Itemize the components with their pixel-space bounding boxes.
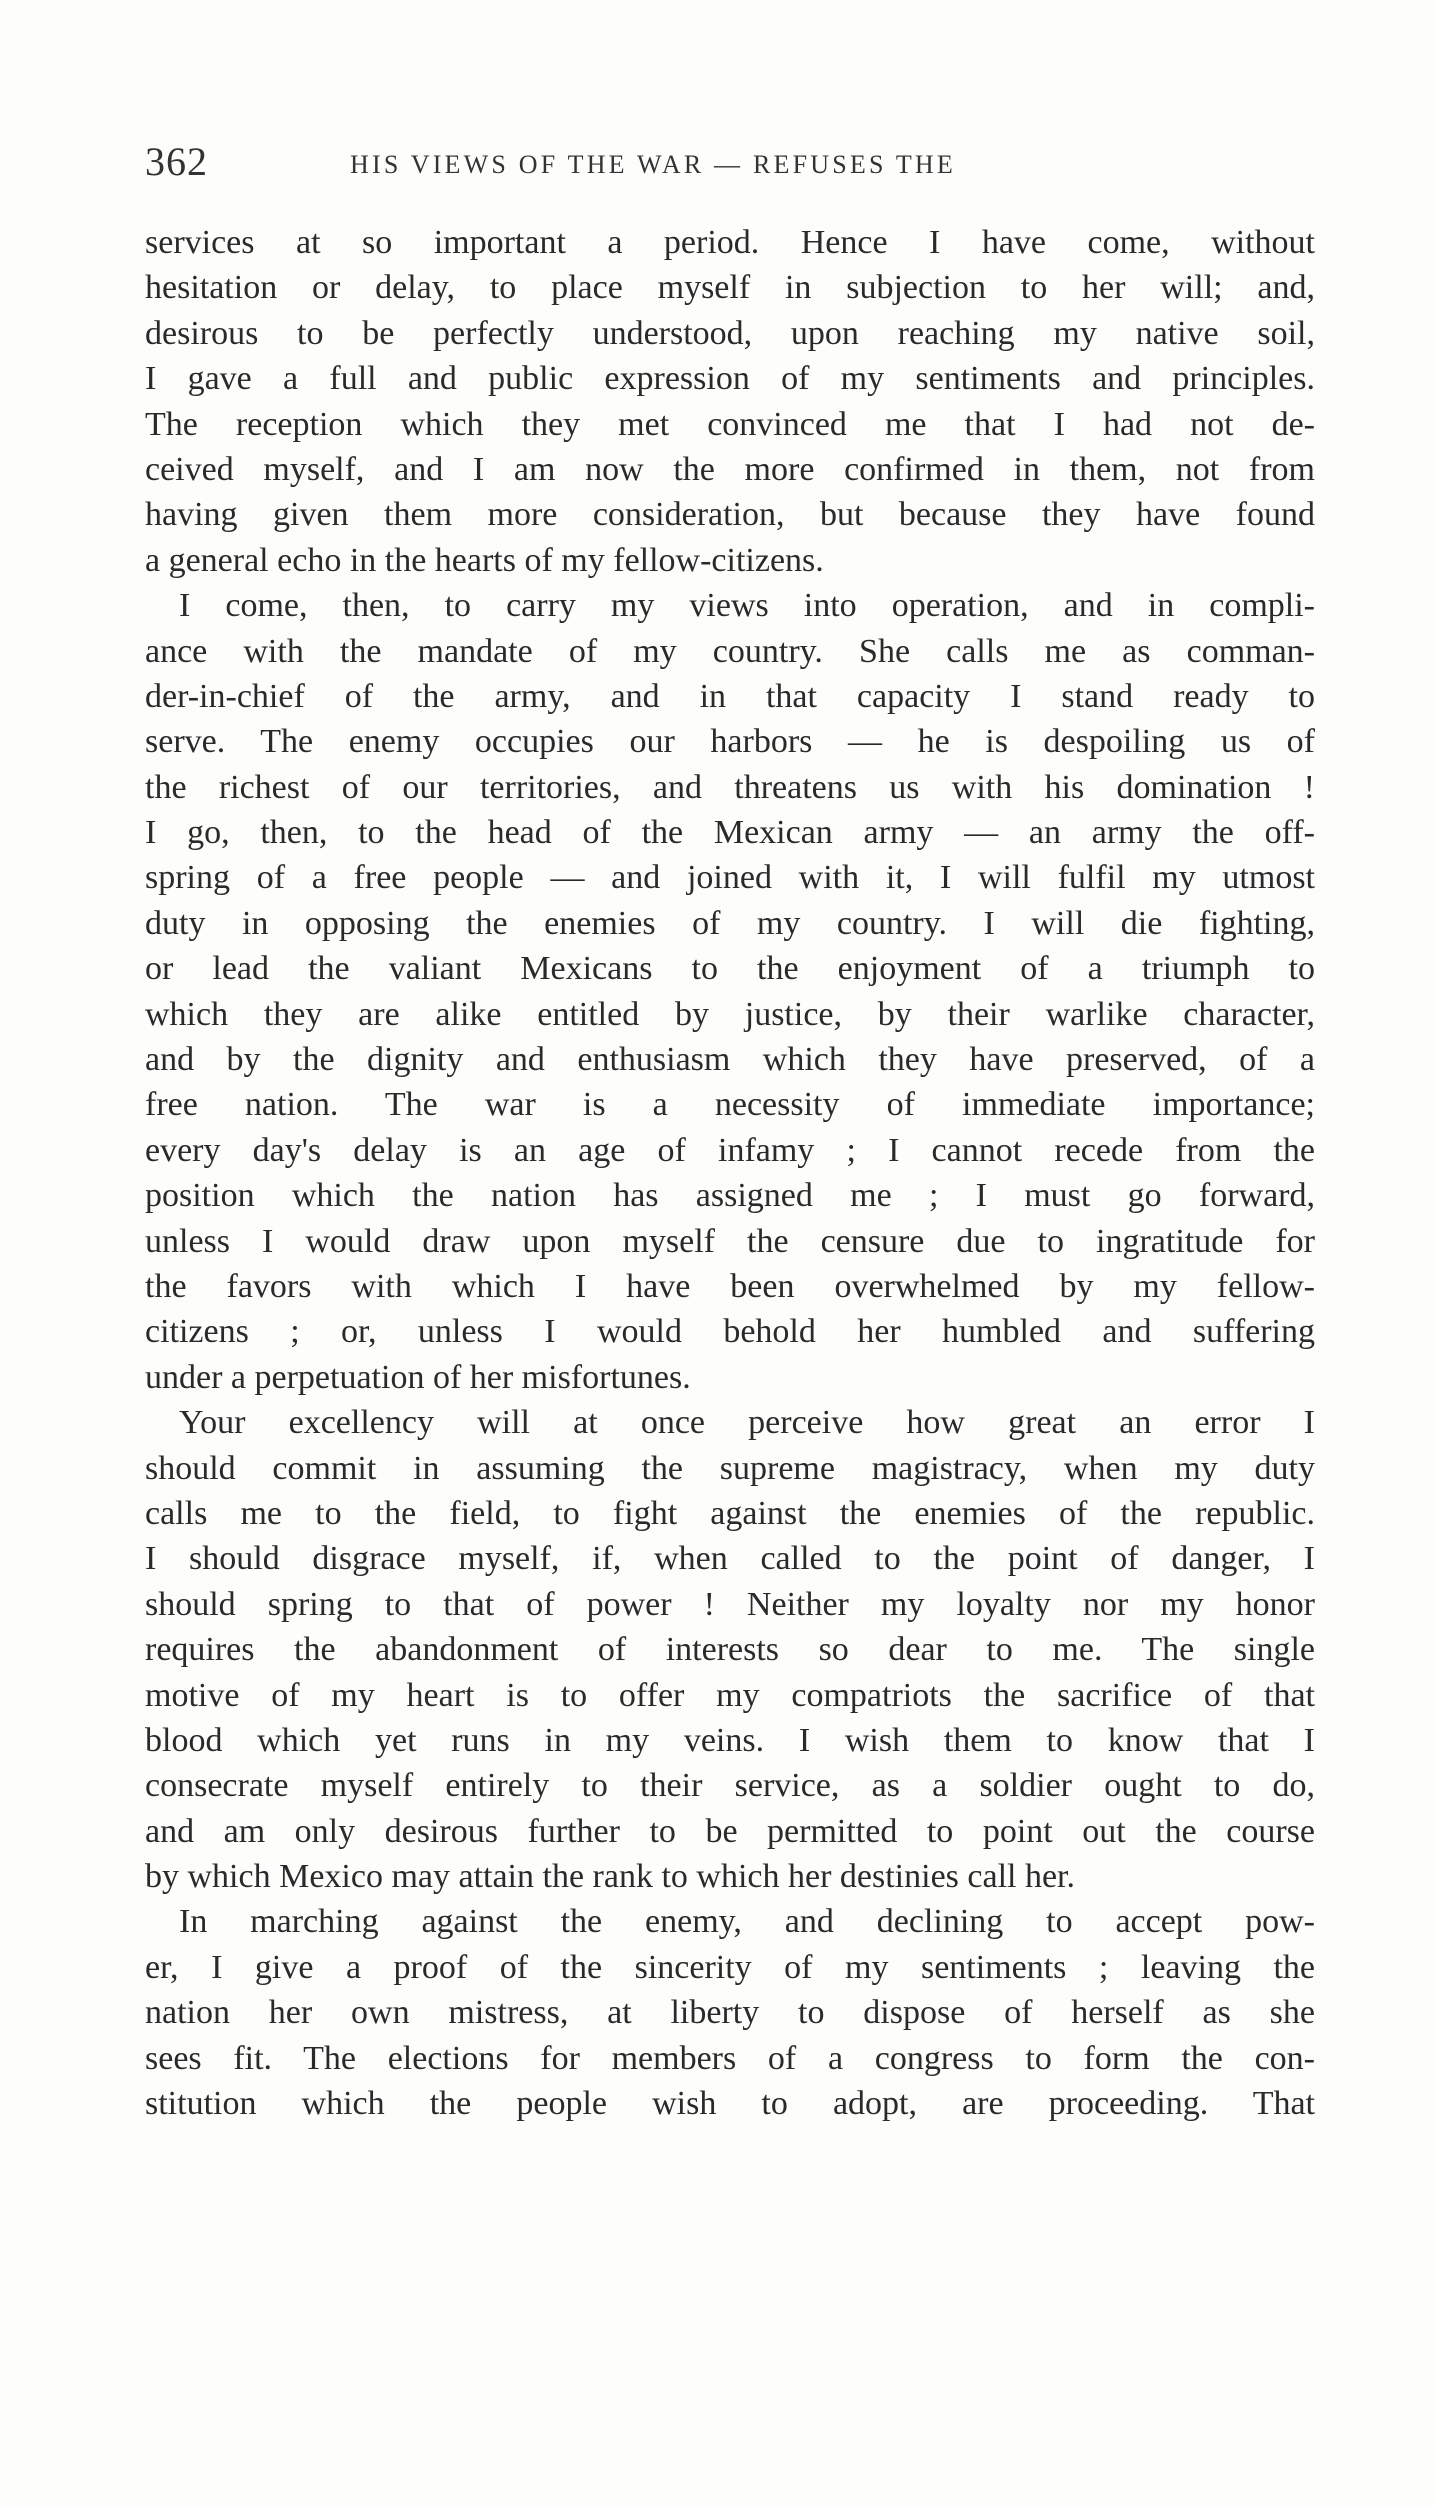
page-number: 362: [145, 139, 208, 184]
text-line: which they are alike entitled by justice, by their warlike character,: [145, 995, 1315, 1033]
text-line: the richest of our territories, and threatens us with his domination !: [145, 768, 1315, 806]
text-line: and am only desirous further to be permitted to point out the course: [145, 1812, 1315, 1850]
text-line: or lead the valiant Mexicans to the enjoyment of a triumph to: [145, 950, 1315, 988]
text-line: The reception which they met convinced me that I had not de-: [145, 405, 1315, 443]
text-line: blood which yet runs in my veins. I wish them to know that I: [145, 1721, 1315, 1759]
text-line: ance with the mandate of my country. She calls me as comman-: [145, 632, 1315, 670]
text-line: unless I would draw upon myself the censure due to ingratitude for: [145, 1222, 1315, 1260]
text-line: every day's delay is an age of infamy ; I cannot recede from the: [145, 1131, 1315, 1169]
text-line: duty in opposing the enemies of my country. I will die fighting,: [145, 904, 1315, 942]
text-line: by which Mexico may attain the rank to which her destinies call her.: [145, 1858, 1076, 1896]
text-line: stitution which the people wish to adopt, are proceeding. That: [145, 2085, 1315, 2123]
text-line: a general echo in the hearts of my fellow-citizens.: [145, 541, 824, 579]
text-line: I should disgrace myself, if, when called to the point of danger, I: [145, 1540, 1315, 1578]
text-line: and by the dignity and enthusiasm which they have preserved, of a: [145, 1041, 1315, 1079]
text-line: under a perpetuation of her misfortunes.: [145, 1358, 691, 1396]
text-line: In marching against the enemy, and declining to accept pow-: [179, 1903, 1315, 1941]
text-line: free nation. The war is a necessity of immediate importance;: [145, 1086, 1315, 1124]
text-line: ceived myself, and I am now the more confirmed in them, not from: [145, 450, 1315, 488]
text-line: nation her own mistress, at liberty to dispose of herself as she: [145, 1994, 1315, 2032]
text-line: der-in-chief of the army, and in that capacity I stand ready to: [145, 677, 1315, 715]
text-line: position which the nation has assigned me ; I must go forward,: [145, 1177, 1315, 1215]
text-line: Your excellency will at once perceive how great an error I: [179, 1404, 1315, 1442]
text-line: should commit in assuming the supreme magistracy, when my duty: [145, 1449, 1315, 1487]
text-line: calls me to the field, to fight against the enemies of the republic.: [145, 1494, 1315, 1532]
text-line: I go, then, to the head of the Mexican army — an army the off-: [145, 814, 1315, 852]
text-line: should spring to that of power ! Neither my loyalty nor my honor: [145, 1585, 1315, 1623]
text-line: citizens ; or, unless I would behold her humbled and suffering: [145, 1313, 1315, 1351]
text-line: consecrate myself entirely to their service, as a soldier ought to do,: [145, 1767, 1315, 1805]
text-line: hesitation or delay, to place myself in subjection to her will; and,: [145, 269, 1315, 307]
text-line: serve. The enemy occupies our harbors — he is despoiling us of: [145, 723, 1315, 761]
text-line: spring of a free people — and joined with it, I will fulfil my utmost: [145, 859, 1315, 897]
running-title: HIS VIEWS OF THE WAR — REFUSES THE: [350, 150, 956, 179]
text-line: er, I give a proof of the sincerity of my sentiments ; leaving the: [145, 1948, 1315, 1986]
text-line: motive of my heart is to offer my compatriots the sacrifice of that: [145, 1676, 1315, 1714]
running-head: [145, 132, 1315, 192]
text-line: sees fit. The elections for members of a congress to form the con-: [145, 2039, 1315, 2077]
text-line: services at so important a period. Hence I have come, without: [145, 224, 1315, 261]
text-line: having given them more consideration, but because they have found: [145, 496, 1315, 534]
text-line: requires the abandonment of interests so dear to me. The single: [145, 1631, 1315, 1669]
text-line: I come, then, to carry my views into operation, and in compli-: [179, 587, 1315, 625]
text-line: the favors with which I have been overwhelmed by my fellow-: [145, 1267, 1315, 1305]
text-line: desirous to be perfectly understood, upon reaching my native soil,: [145, 314, 1315, 352]
text-line: I gave a full and public expression of my sentiments and principles.: [145, 360, 1315, 398]
body-text: [145, 220, 1315, 2126]
